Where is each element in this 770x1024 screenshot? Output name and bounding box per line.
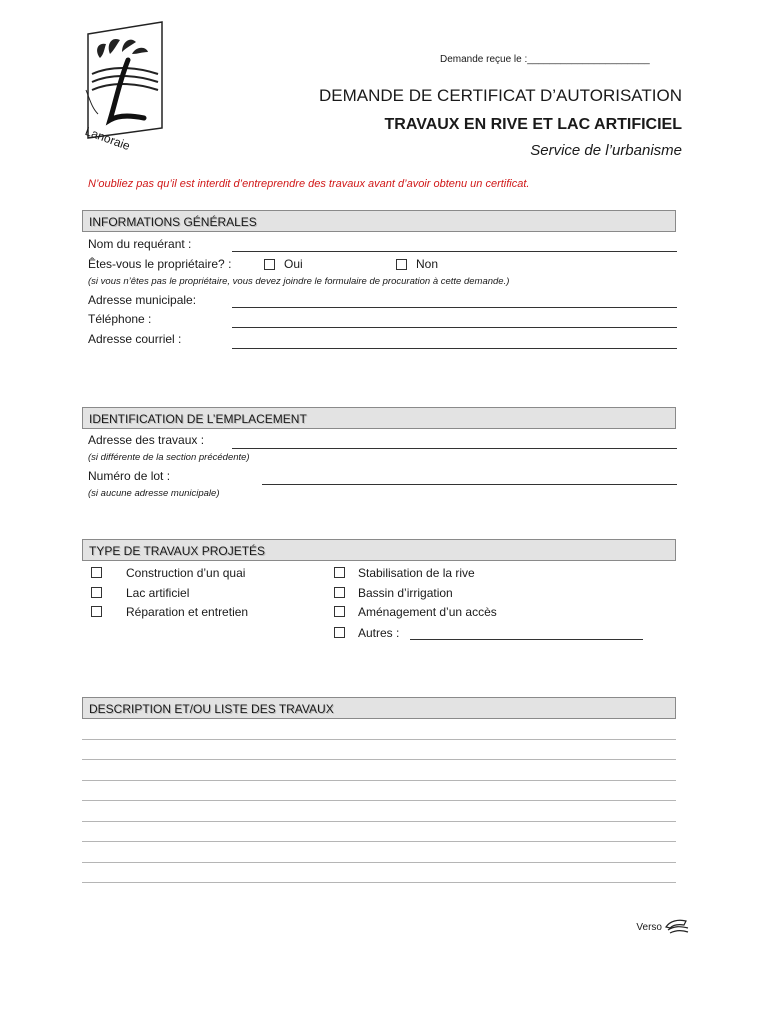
owner-no-label: Non xyxy=(416,257,439,271)
section-works-heading: TYPE DE TRAVAUX PROJETÉS xyxy=(82,539,676,561)
section-general-heading: INFORMATIONS GÉNÉRALES xyxy=(82,210,676,232)
lot-field[interactable] xyxy=(262,484,677,485)
works-access-checkbox[interactable] xyxy=(334,606,345,617)
works-repair-checkbox[interactable] xyxy=(91,606,102,617)
works-other-checkbox[interactable] xyxy=(334,627,345,638)
phone-label: Téléphone : xyxy=(88,312,152,326)
description-line[interactable] xyxy=(82,739,676,740)
service-name: Service de l’urbanisme xyxy=(530,142,682,159)
address-field[interactable] xyxy=(232,307,677,308)
works-access-label: Aménagement d’un accès xyxy=(358,605,497,619)
description-line[interactable] xyxy=(82,759,676,760)
verso-link[interactable] xyxy=(636,917,690,938)
page-subtitle: TRAVAUX EN RIVE ET LAC ARTIFICIEL xyxy=(384,116,682,133)
applicant-label: Nom du requérant : xyxy=(88,237,192,251)
email-label: Adresse courriel : xyxy=(88,332,182,346)
works-other-label: Autres : xyxy=(358,626,400,640)
works-address-field[interactable] xyxy=(232,448,677,449)
works-artificial-lake-checkbox[interactable] xyxy=(91,587,102,598)
works-irrigation-label: Bassin d’irrigation xyxy=(358,586,453,600)
description-line[interactable] xyxy=(82,780,676,781)
owner-yes-checkbox[interactable] xyxy=(264,259,275,270)
description-line[interactable] xyxy=(82,821,676,822)
applicant-field[interactable] xyxy=(232,251,677,252)
works-dock-label: Construction d’un quai xyxy=(126,566,246,580)
description-line[interactable] xyxy=(82,800,676,801)
works-other-field[interactable] xyxy=(410,639,643,640)
description-line[interactable] xyxy=(82,882,676,883)
address-label: Adresse municipale: xyxy=(88,293,197,307)
verso-label: Verso xyxy=(636,922,662,933)
warning-notice: N’oubliez pas qu’il est interdit d’entreprendre des travaux avant d’avoir obtenu un certificat. xyxy=(88,178,530,190)
owner-yes-label: Oui xyxy=(284,257,303,271)
works-dock-checkbox[interactable] xyxy=(91,567,102,578)
works-address-note: (si différente de la section précédente) xyxy=(88,452,250,463)
received-date-field[interactable]: Demande reçue le :______________________ xyxy=(440,54,650,65)
works-artificial-lake-label: Lac artificiel xyxy=(126,586,190,600)
owner-question-label: Êtes-vous le propriétaire? : xyxy=(88,257,232,271)
phone-field[interactable] xyxy=(232,327,677,328)
owner-no-checkbox[interactable] xyxy=(396,259,407,270)
section-description-heading: DESCRIPTION ET/OU LISTE DES TRAVAUX xyxy=(82,697,676,719)
works-address-label: Adresse des travaux : xyxy=(88,433,205,447)
municipality-logo xyxy=(80,20,170,160)
page-title: DEMANDE DE CERTIFICAT D’AUTORISATION xyxy=(318,86,682,105)
description-line[interactable] xyxy=(82,841,676,842)
owner-note: (si vous n’êtes pas le propriétaire, vous devez joindre le formulaire de procuration à cette demande.) xyxy=(88,276,510,287)
page-turn-icon xyxy=(664,917,690,938)
lot-label: Numéro de lot : xyxy=(88,469,171,483)
works-shore-stabilization-label: Stabilisation de la rive xyxy=(358,566,475,580)
works-irrigation-checkbox[interactable] xyxy=(334,587,345,598)
description-line[interactable] xyxy=(82,862,676,863)
email-field[interactable] xyxy=(232,348,677,349)
works-repair-label: Réparation et entretien xyxy=(126,605,249,619)
works-shore-stabilization-checkbox[interactable] xyxy=(334,567,345,578)
section-location-heading: IDENTIFICATION DE L’EMPLACEMENT xyxy=(82,407,676,429)
lot-note: (si aucune adresse municipale) xyxy=(88,488,220,499)
logo-text: Lanoraie xyxy=(83,124,132,154)
